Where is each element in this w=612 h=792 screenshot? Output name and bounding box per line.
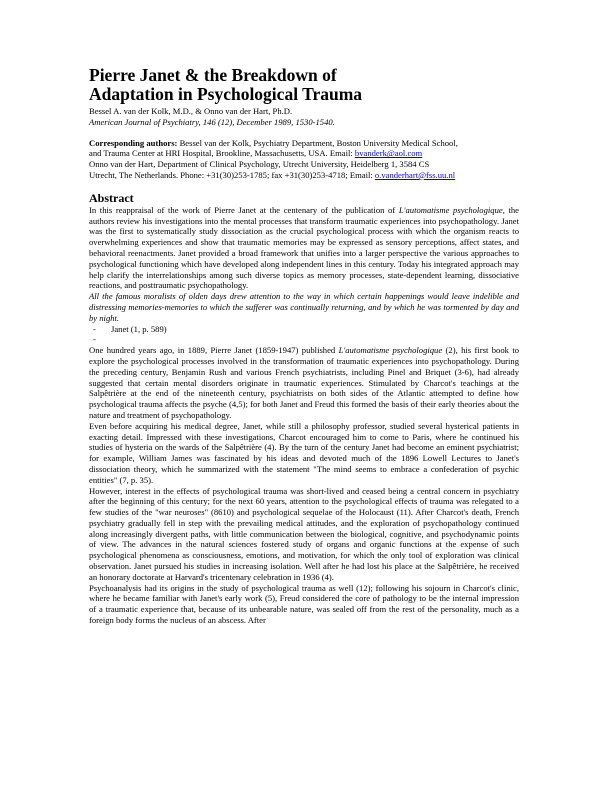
- blank-dash: -: [93, 334, 96, 345]
- abstract-heading: Abstract: [89, 190, 134, 205]
- body-paragraph-1: [89, 345, 519, 421]
- epigraph-attribution: [89, 324, 519, 335]
- corresponding-line-3: Onno van der Hart, Department of Clinical Psychology, Utrecht University, Heidelberg 1, 3584 CS: [89, 159, 430, 170]
- title-line-2: Adaptation in Psychological Trauma: [89, 84, 363, 104]
- epigraph-quote: All the famous moralists of olden days drew attention to the way in which certain happenings would leave indelible and distressing memories-memories to which the sufferer was continually returning, and by which he was tormented by day and by night.: [89, 291, 519, 323]
- blank-list-item: [89, 334, 519, 345]
- spacer: [89, 181, 519, 191]
- corresponding-line-1: Bessel van der Kolk, Psychiatry Department, Boston University Medical School,: [177, 137, 458, 148]
- spacer: [89, 128, 519, 138]
- corresponding-authors: [89, 138, 519, 181]
- citation: American Journal of Psychiatry, 146 (12), December 1989, 1530-1540.: [89, 116, 335, 127]
- abstract-book-title: L'automatisme psychologique: [398, 204, 503, 215]
- body-book-title: L'automatisme psychologique: [338, 345, 443, 356]
- body-paragraph-2: Even before acquiring his medical degree, Janet, while still a philosophy professor, studied several hysterical patients in exacting detail. Impressed with these investigations, Charcot encouraged him to come to Paris, where he continued his studies of hysteria on the wards of the Salpêtrière (4). By the turn of the century Janet had become an eminent psychiatrist; for example, William James was fascinated by his ideas and devoted much of the 1896 Lowell Lectures to Janet's dissociation theory, which he summarized with the statement "The mind seems to embrace a confederation of psychic entities" (7, p. 35).: [89, 420, 519, 485]
- title-line-1: Pierre Janet & the Breakdown of: [89, 65, 337, 85]
- article-page: [89, 66, 519, 626]
- abstract-text-a: In this reappraisal of the work of Pierre Janet at the centenary of the publication of: [89, 204, 399, 215]
- abstract-paragraph: [89, 205, 519, 291]
- body-p1-text-a: One hundred years ago, in 1889, Pierre Janet (1859-1947) published: [89, 345, 339, 356]
- corresponding-line-4: Utrecht, The Netherlands. Phone: +31(30)253-1785; fax +31(30)253-4718; Email:: [89, 169, 375, 180]
- article-title: [89, 66, 519, 104]
- body-paragraph-3: However, interest in the effects of psychological trauma was short-lived and ceased being a central concern in psychiatry after the beginning of this century; for the next 60 years, attention to the psychological effects of trauma was relegated to a few studies of the "war neuroses" (8610) and psychological sequelae of the Holocaust (11). After Charcot's death, French psychiatry gradually fell in step with the prevailing medical attitudes, and the exploration of psychopathology continued along increasingly divergent paths, with little communication between the biological, cognitive, and psychodynamic points of view. The advances in the natural sciences fostered study of organs and organic functions at the expense of such psychological phenomena as consciousness, emotions, and motivation, for which the only tool of exploration was clinical observation. Janet pursued his studies in increasing isolation. Well after he had lost his place at the Salpêtrière, he received an honorary doctorate at Harvard's tricentenary celebration in 1936 (4).: [89, 485, 519, 582]
- body-paragraph-4: Psychoanalysis had its origins in the study of psychological trauma as well (12); following his sojourn in Charcot's clinic, where he became familiar with Janet's early work (5), Freud considered the core of pathology to be the internal impression of a traumatic experience that, because of its unbearable nature, was sealed off from the rest of the personality, much as a foreign body forms the nucleus of an abscess. After: [89, 582, 519, 626]
- corresponding-label: Corresponding authors:: [89, 137, 178, 148]
- email-link-1[interactable]: bvanderk@aol.com: [354, 148, 423, 159]
- authors: Bessel A. van der Kolk, M.D., & Onno van der Hart, Ph.D.: [89, 106, 293, 116]
- email-link-2[interactable]: o.vanderhart@fss.uu.nl: [374, 169, 456, 180]
- corresponding-line-2: and Trauma Center at HRI Hospital, Brookline, Massachusetts, USA. Email:: [89, 148, 355, 159]
- attribution-text: Janet (1, p. 589): [111, 323, 167, 334]
- body-p1-text-b: (2), his first book to explore the psychological processes involved in the transformation of traumatic experiences into psychopathology. During the preceding century, Benjamin Rush and various French psychiatrists, including Pinel and Briquet (3-6), had already suggested that certain mental disorders originate in traumatic experiences. Stimulated by Charcot's teachings at the Salpêtrière at the end of the nineteenth century, psychiatrists on both sides of the Atlantic attempted to define how psychological trauma affects the psyche (4,5); for both Janet and Freud this formed the basis of their early theories about the nature and treatment of psychopathology.: [89, 345, 520, 420]
- abstract-text-b: , the authors review his investigations into the mental processes that transform traumatic experiences into psychopathology. Janet was the first to systematically study dissociation as the crucial psychological process with which the organism reacts to overwhelming experiences and show that traumatic memories may be expressed as sensory perceptions, affect states, and behavioral reenactments. Janet provided a broad framework that unifies into a larger perspective the various approaches to psychological functioning which have developed along independent lines in this century. Today his integrated approach may help clarify the interrelationships among such diverse topics as memory processes, state-dependent learning, dissociative reactions, and posttraumatic psychopathology.: [89, 204, 519, 291]
- attribution-dash: -: [93, 323, 96, 334]
